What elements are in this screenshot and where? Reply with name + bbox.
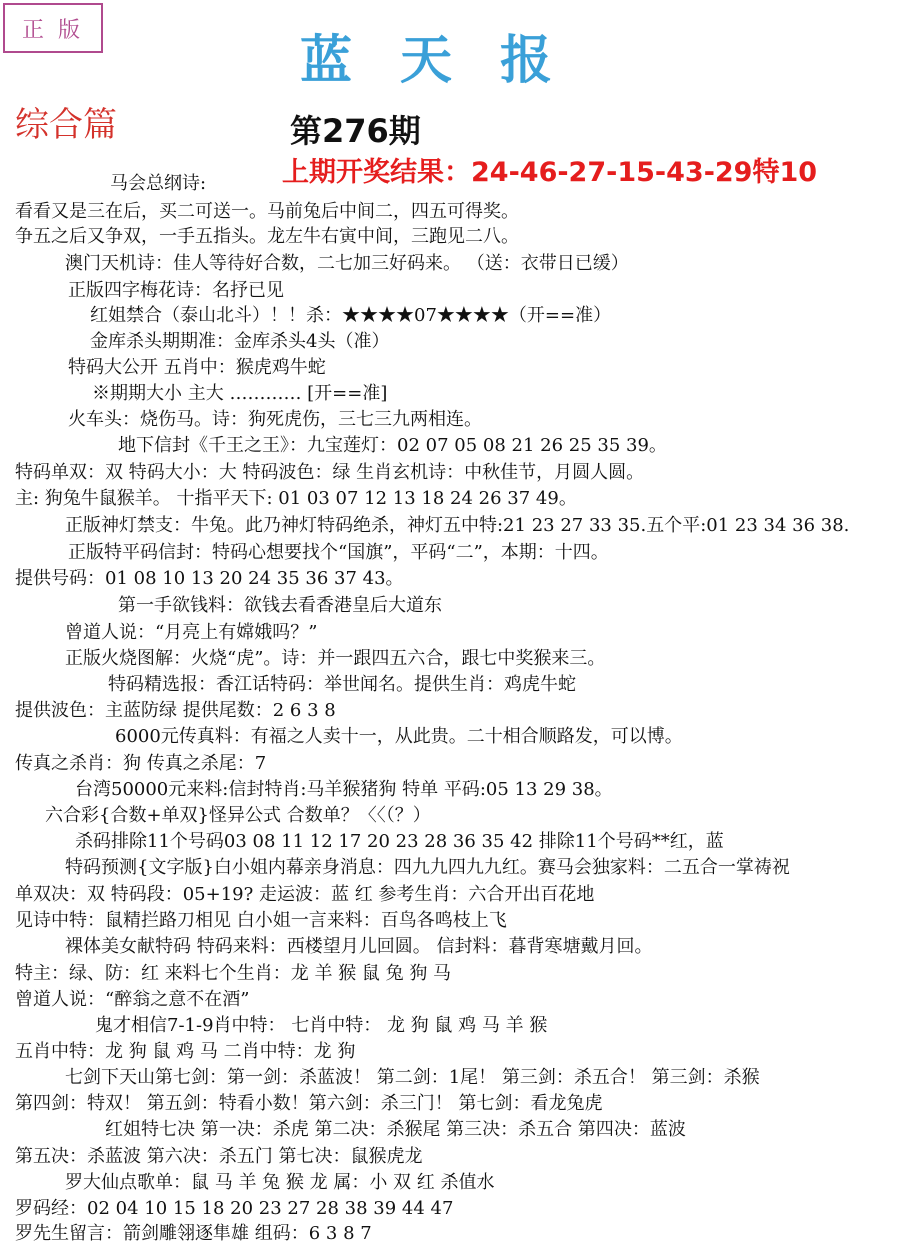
- text-line: 第四剑：特双！ 第五剑：特看小数！第六剑：杀三门！ 第七剑：看龙兔虎: [15, 1093, 603, 1114]
- text-line: 第一手欲钱料：欲钱去看香港皇后大道东: [118, 595, 442, 616]
- masthead-title: 蓝天报: [300, 30, 601, 91]
- text-line: 第五决：杀蓝波 第六决：杀五门 第七决：鼠猴虎龙: [15, 1146, 423, 1167]
- text-line: 曾道人说：“月亮上有嫦娥吗？”: [65, 622, 318, 643]
- text-line: 正版火烧图解：火烧“虎”。诗：并一跟四五六合，跟七中奖猴来三。: [65, 648, 606, 669]
- text-line: 正版特平码信封：特码心想要找个“国旗”，平码“二”，本期：十四。: [68, 542, 609, 563]
- text-line: 曾道人说：“醉翁之意不在酒”: [15, 989, 250, 1010]
- text-line: 提供波色：主蓝防绿 提供尾数：2 6 3 8: [15, 700, 336, 721]
- text-line: 地下信封《千王之王》：九宝莲灯：02 07 05 08 21 26 25 35 39。: [118, 435, 667, 456]
- text-line: 红姐禁合（泰山北斗）！！杀：★★★★07★★★★（开==准）: [90, 305, 612, 326]
- text-line: ※期期大小 主大 ………… [开==准]: [92, 383, 388, 404]
- text-line: 提供号码：01 08 10 13 20 24 35 36 37 43。: [15, 568, 404, 589]
- text-line: 特码精选报：香江话特码：举世闻名。提供生肖：鸡虎牛蛇: [108, 674, 576, 695]
- text-line: 见诗中特：鼠精拦路刀相见 白小姐一言来料：百鸟各鸣枝上飞: [15, 910, 507, 931]
- text-line: 马会总纲诗:: [110, 173, 207, 194]
- text-line: 正版神灯禁支：牛兔。此乃神灯特码绝杀，神灯五中特:21 23 27 33 35.五个平:01 23 34 36 38.: [65, 515, 850, 536]
- text-line: 看看又是三在后，买二可送一。马前兔后中间二，四五可得奖。: [15, 201, 519, 222]
- text-line: 传真之杀肖：狗 传真之杀尾：7: [15, 753, 267, 774]
- text-line: 主: 狗兔牛鼠猴羊。 十指平天下: 01 03 07 12 13 18 24 26 37 49。: [15, 488, 577, 509]
- text-line: 特码大公开 五肖中：猴虎鸡牛蛇: [68, 357, 326, 378]
- text-line: 罗码经：02 04 10 15 18 20 23 27 28 38 39 44 47: [15, 1198, 454, 1219]
- genuine-badge: 正版: [3, 3, 103, 53]
- text-line: 特码单双：双 特码大小：大 特码波色：绿 生肖玄机诗：中秋佳节，月圆人圆。: [15, 462, 645, 483]
- text-line: 七剑下天山第七剑：第一剑：杀蓝波！ 第二剑：1尾！ 第三剑：杀五合！ 第三剑：杀猴: [65, 1067, 760, 1088]
- text-line: 台湾50000元来料:信封特肖:马羊猴猪狗 特单 平码:05 13 29 38。: [75, 779, 613, 800]
- text-line: 正版四字梅花诗：名抒已见: [68, 280, 284, 301]
- text-line: 金库杀头期期准：金库杀头4头（准）: [90, 331, 390, 352]
- issue-number: 第276期: [290, 112, 421, 150]
- text-line: 单双决：双 特码段：05+19? 走运波：蓝 红 参考生肖：六合开出百花地: [15, 884, 595, 905]
- text-line: 罗大仙点歌单：鼠 马 羊 兔 猴 龙 属：小 双 红 杀值水: [65, 1172, 495, 1193]
- text-line: 特码预测{文字版}白小姐内幕亲身消息：四九九四九九红。赛马会独家料：二五合一掌祷祝: [65, 857, 790, 878]
- text-line: 六合彩{合数+单双}怪异公式 合数单？〈〈（？）: [45, 805, 431, 826]
- text-line: 罗先生留言：箭剑雕翎逐隼雄 组码：6 3 8 7: [15, 1223, 372, 1244]
- text-line: 杀码排除11个号码03 08 11 12 17 20 23 28 36 35 42 排除11个号码**红，蓝: [75, 831, 724, 852]
- text-line: 6000元传真料：有福之人卖十一，从此贵。二十相合顺路发，可以博。: [115, 726, 683, 747]
- text-line: 红姐特七决 第一决：杀虎 第二决：杀猴尾 第三决：杀五合 第四决：蓝波: [105, 1119, 686, 1140]
- text-line: 特主：绿、防：红 来料七个生肖：龙 羊 猴 鼠 兔 狗 马: [15, 963, 452, 984]
- text-line: 鬼才相信7-1-9肖中特： 七肖中特： 龙 狗 鼠 鸡 马 羊 猴: [95, 1015, 548, 1036]
- text-line: 争五之后又争双，一手五指头。龙左牛右寅中间，三跑见二八。: [15, 226, 519, 247]
- text-line: 五肖中特：龙 狗 鼠 鸡 马 二肖中特：龙 狗: [15, 1041, 356, 1062]
- text-line: 裸体美女献特码 特码来料：西楼望月儿回圆。 信封料：暮背寒塘戴月回。: [65, 936, 653, 957]
- last-draw-result: 上期开奖结果：24-46-27-15-43-29特10: [282, 157, 818, 188]
- text-line: 火车头：烧伤马。诗：狗死虎伤，三七三九两相连。: [68, 409, 482, 430]
- text-line: 澳门天机诗：佳人等待好合数，二七加三好码来。 （送：衣带日已缓）: [65, 253, 629, 274]
- section-title: 综合篇: [15, 105, 117, 145]
